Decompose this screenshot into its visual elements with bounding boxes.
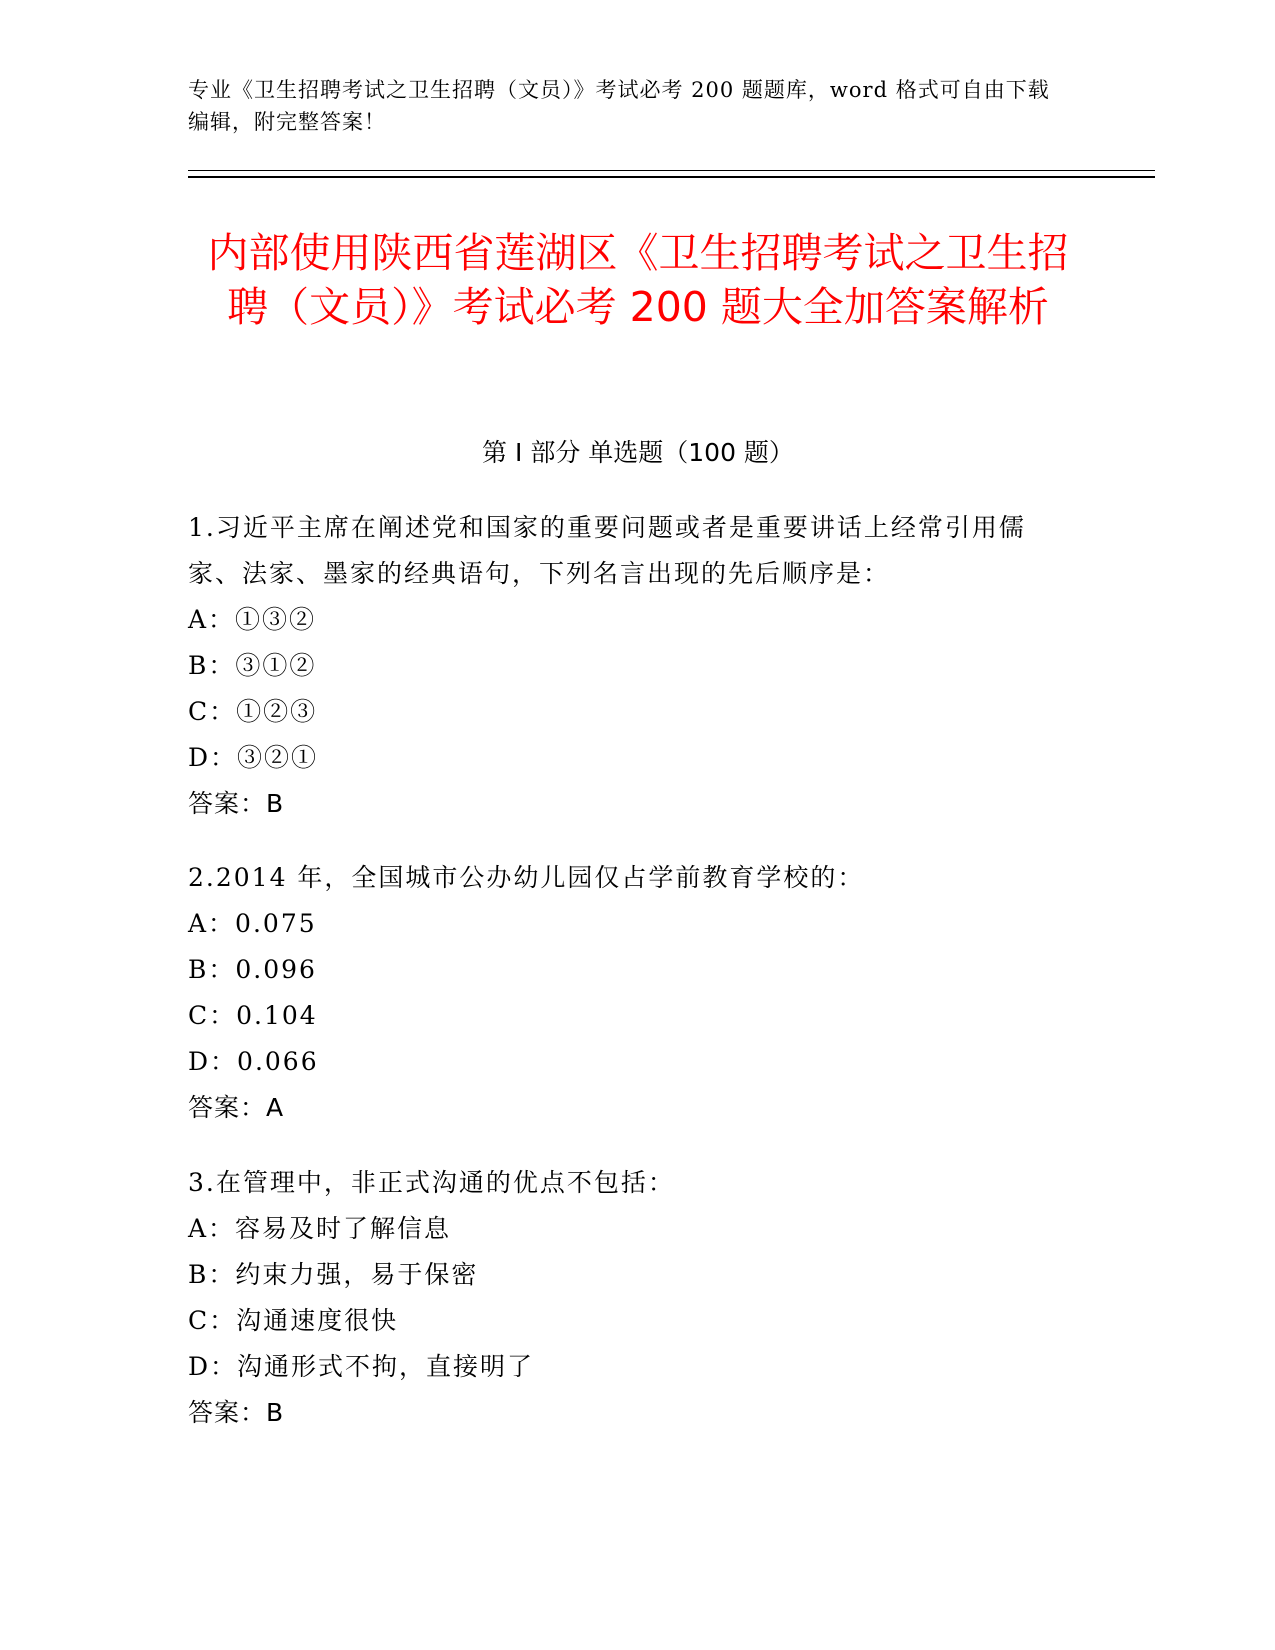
question-stem: 3.在管理中，非正式沟通的优点不包括：	[188, 1168, 675, 1197]
document-title: 内部使用陕西省莲湖区《卫生招聘考试之卫生招聘（文员）》考试必考 200 题大全加答案解析	[207, 229, 1069, 331]
option-d: D：0.066	[188, 1047, 319, 1076]
question-stem: 2.2014 年，全国城市公办幼儿园仅占学前教育学校的：	[188, 863, 865, 892]
option-c: C：0.104	[188, 1001, 318, 1030]
option-d: D：③②①	[188, 743, 319, 772]
question-3	[188, 1160, 1088, 1436]
section-title: 第 I 部分 单选题（100 题）	[482, 438, 794, 467]
option-b: B：③①②	[188, 651, 317, 680]
question-2	[188, 855, 1088, 1131]
option-c: C：①②③	[188, 697, 318, 726]
option-c: C：沟通速度很快	[188, 1306, 399, 1335]
option-a: A：容易及时了解信息	[188, 1214, 452, 1243]
header-divider-thick	[188, 176, 1155, 178]
option-b: B：约束力强，易于保密	[188, 1260, 479, 1289]
option-b: B：0.096	[188, 955, 317, 984]
question-1	[188, 505, 1088, 827]
header-note: 专业《卫生招聘考试之卫生招聘（文员）》考试必考 200 题题库，word 格式可自由下载编辑，附完整答案！	[188, 78, 1050, 134]
header-divider-thin	[188, 170, 1155, 171]
answer: 答案：A	[188, 1093, 285, 1122]
option-a: A：0.075	[188, 909, 317, 938]
answer: 答案：B	[188, 1398, 285, 1427]
answer: 答案：B	[188, 789, 285, 818]
option-d: D：沟通形式不拘，直接明了	[188, 1352, 535, 1381]
question-stem: 1.习近平主席在阐述党和国家的重要问题或者是重要讲话上经常引用儒家、法家、墨家的经典语句，下列名言出现的先后顺序是：	[188, 513, 1026, 588]
option-a: A：①③②	[188, 605, 317, 634]
